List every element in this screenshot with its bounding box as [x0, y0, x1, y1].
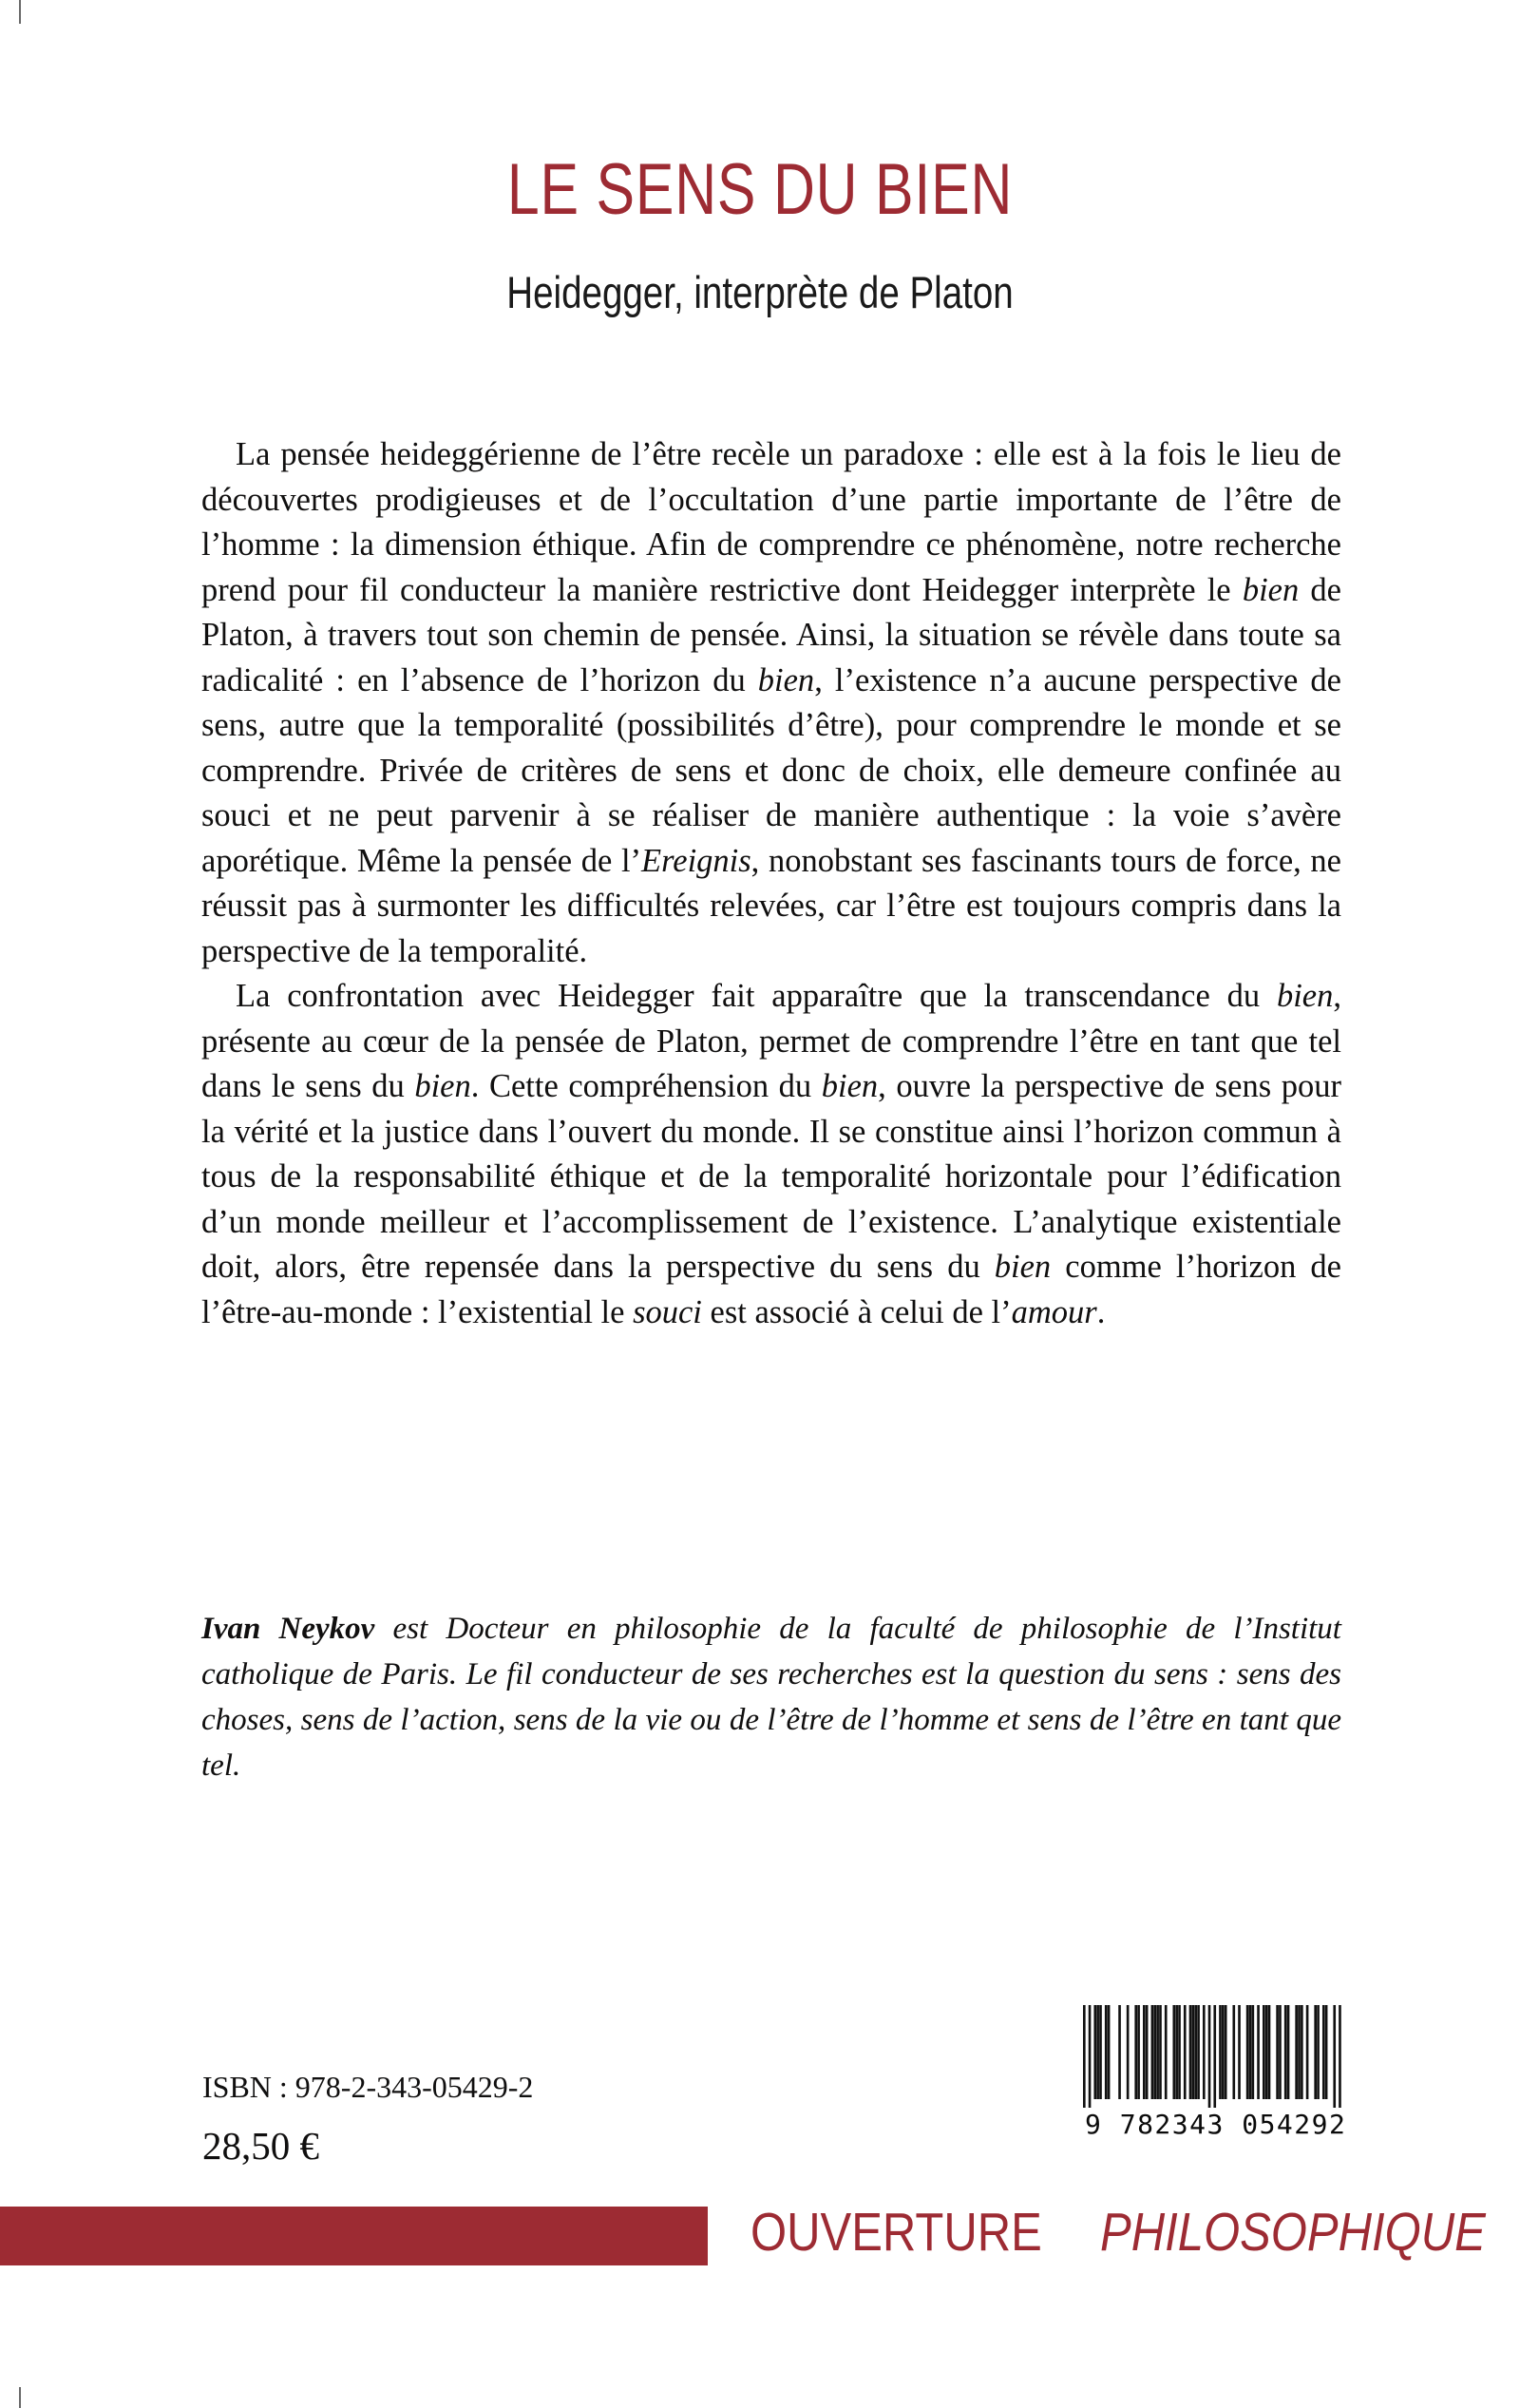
- collection-accent-bar: [0, 2207, 708, 2265]
- barcode: [1083, 2005, 1347, 2140]
- back-cover-blurb: [201, 432, 1341, 1335]
- collection-name-word-1: OUVERTURE: [750, 2202, 1042, 2263]
- blurb-paragraph-2: La confrontation avec Heidegger fait apparaître que la transcendance du bien, présente au cœur de la pensée de Platon, permet de comprendre l’être en tant que tel dans le sens du bien. Cette compréhension du bien, ouvre la perspective de sens pour la vérité et la justice dans l’ouvert du monde. Il se constitue ainsi l’horizon commun à tous de la responsabilité éthique et de la temporalité horizontale pour l’édification d’un monde meilleur et l’accomplissement de l’existence. L’analytique existentiale doit, alors, être repensée dans la perspective du sens du bien comme l’horizon de l’être-au-monde : l’existential le souci est associé à celui de l’amour.: [201, 978, 1341, 1330]
- title-block: [0, 149, 1520, 317]
- book-title: LE SENS DU BIEN: [506, 149, 1014, 230]
- barcode-bars-icon: [1083, 2005, 1341, 2108]
- price-text: 28,50 €: [202, 2124, 319, 2168]
- barcode-digits: 9 782343 054292: [1085, 2109, 1347, 2140]
- author-bio: [201, 1606, 1341, 1788]
- book-subtitle: Heidegger, interprète de Platon: [506, 266, 1014, 317]
- collection-name: [750, 2203, 1492, 2262]
- isbn-text: ISBN : 978-2-343-05429-2: [202, 2070, 534, 2104]
- author-bio-text: Ivan Neykov est Docteur en philosophie de la faculté de philosophie de l’Institut catholique de Paris. Le fil conducteur de ses recherches est la question du sens : sens des choses, sens de l’action, sens de la vie ou de l’être de l’homme et sens de l’être en tant que tel.: [201, 1612, 1341, 1783]
- collection-name-word-2: PHILOSOPHIQUE: [1099, 2202, 1486, 2263]
- spine-crop-mark-bottom: [19, 2387, 21, 2408]
- blurb-paragraph-1: La pensée heideggérienne de l’être recèle un paradoxe : elle est à la fois le lieu de découvertes prodigieuses et de l’occultation d’une partie importante de l’être de l’homme : la dimension éthique. Afin de comprendre ce phénomène, notre recherche prend pour fil conducteur la manière restrictive dont Heidegger interprète le bien de Platon, à travers tout son chemin de pensée. Ainsi, la situation se révèle dans toute sa radicalité : en l’absence de l’horizon du bien, l’existence n’a aucune perspective de sens, autre que la temporalité (possibilités d’être), pour comprendre le monde et se comprendre. Privée de critères de sens et donc de choix, elle demeure confinée au souci et ne peut parvenir à se réaliser de manière authentique : la voie s’avère aporétique. Même la pensée de l’Ereignis, nonobstant ses fascinants tours de force, ne réussit pas à surmonter les difficultés relevées, car l’être est toujours compris dans la perspective de la temporalité.: [201, 436, 1341, 969]
- spine-crop-mark-top: [19, 0, 21, 24]
